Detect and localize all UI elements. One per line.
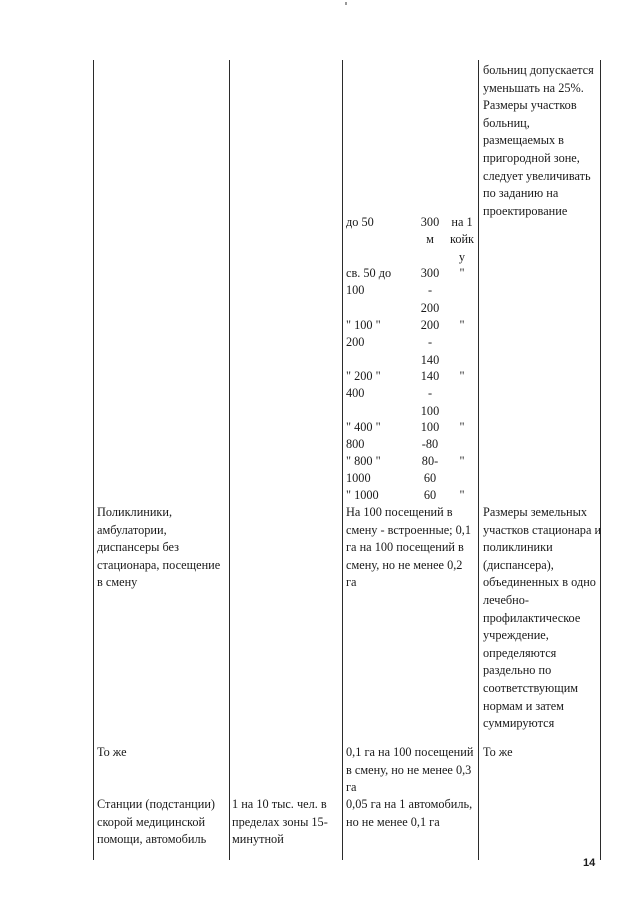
beds-value: 80- 60: [421, 454, 439, 486]
beds-value: 200 - 140: [420, 318, 440, 367]
ambulance-norm: 0,05 га на 1 автомобиль, но не менее 0,1 га: [346, 797, 473, 829]
beds-value: 100 -80: [420, 420, 440, 452]
beds-range: " 800 " 1000: [346, 454, 381, 486]
scan-mark: [345, 2, 347, 5]
polyclinics-note: Размеры земельных участков стационара и поликлиники (диспансера), объединенных в одно лечебно-профилактическое учреждение, определяются раздельно по соответствующим нормам и затем суммируются: [483, 505, 602, 731]
hospital-note-continuation: больниц допускается уменьшать на 25%. Размеры участков больниц, размещаемых в пригородной зоне, следует увеличивать по заданию на проектирование: [483, 63, 594, 218]
ambulance-capacity: 1 на 10 тыс. чел. в пределах зоны 15-минутной: [232, 797, 328, 847]
ambulance-name: Станции (подстанции) скорой медицинской помощи, автомобиль: [97, 797, 216, 847]
beds-range: " 100 " 200: [346, 318, 381, 350]
beds-value: 140 - 100: [420, 369, 440, 418]
beds-range: до 50: [346, 215, 374, 229]
table-border-left: [93, 60, 94, 860]
table-border-col2: [229, 60, 230, 860]
beds-unit: ": [459, 369, 465, 383]
same-note: То же: [483, 745, 513, 759]
table-border-col3: [342, 60, 343, 860]
beds-unit: ": [459, 266, 465, 280]
page-number: 14: [583, 857, 596, 869]
same-name: То же: [97, 745, 127, 759]
beds-unit: ": [459, 454, 465, 468]
polyclinics-norm: На 100 посещений в смену - встроенные; 0,1 га на 100 посещений в смену, но не менее 0,2 га: [346, 505, 472, 590]
beds-unit: ": [459, 488, 465, 502]
same-norm: 0,1 га на 100 посещений в смену, но не менее 0,3 га: [346, 745, 474, 795]
beds-value: 300 м: [420, 215, 440, 247]
beds-unit: ": [459, 420, 465, 434]
table-border-col4: [478, 60, 479, 860]
beds-value: 60: [423, 488, 437, 502]
beds-value: 300 - 200: [420, 266, 440, 315]
beds-range: " 1000: [346, 488, 379, 502]
beds-range: " 200 " 400: [346, 369, 381, 401]
polyclinics-name: Поликлиники, амбулатории, диспансеры без стационара, посещение в смену: [97, 505, 221, 590]
beds-range: св. 50 до 100: [346, 266, 392, 298]
beds-range: " 400 " 800: [346, 420, 381, 452]
beds-unit: ": [459, 318, 465, 332]
beds-unit: на 1 койк у: [449, 215, 475, 264]
